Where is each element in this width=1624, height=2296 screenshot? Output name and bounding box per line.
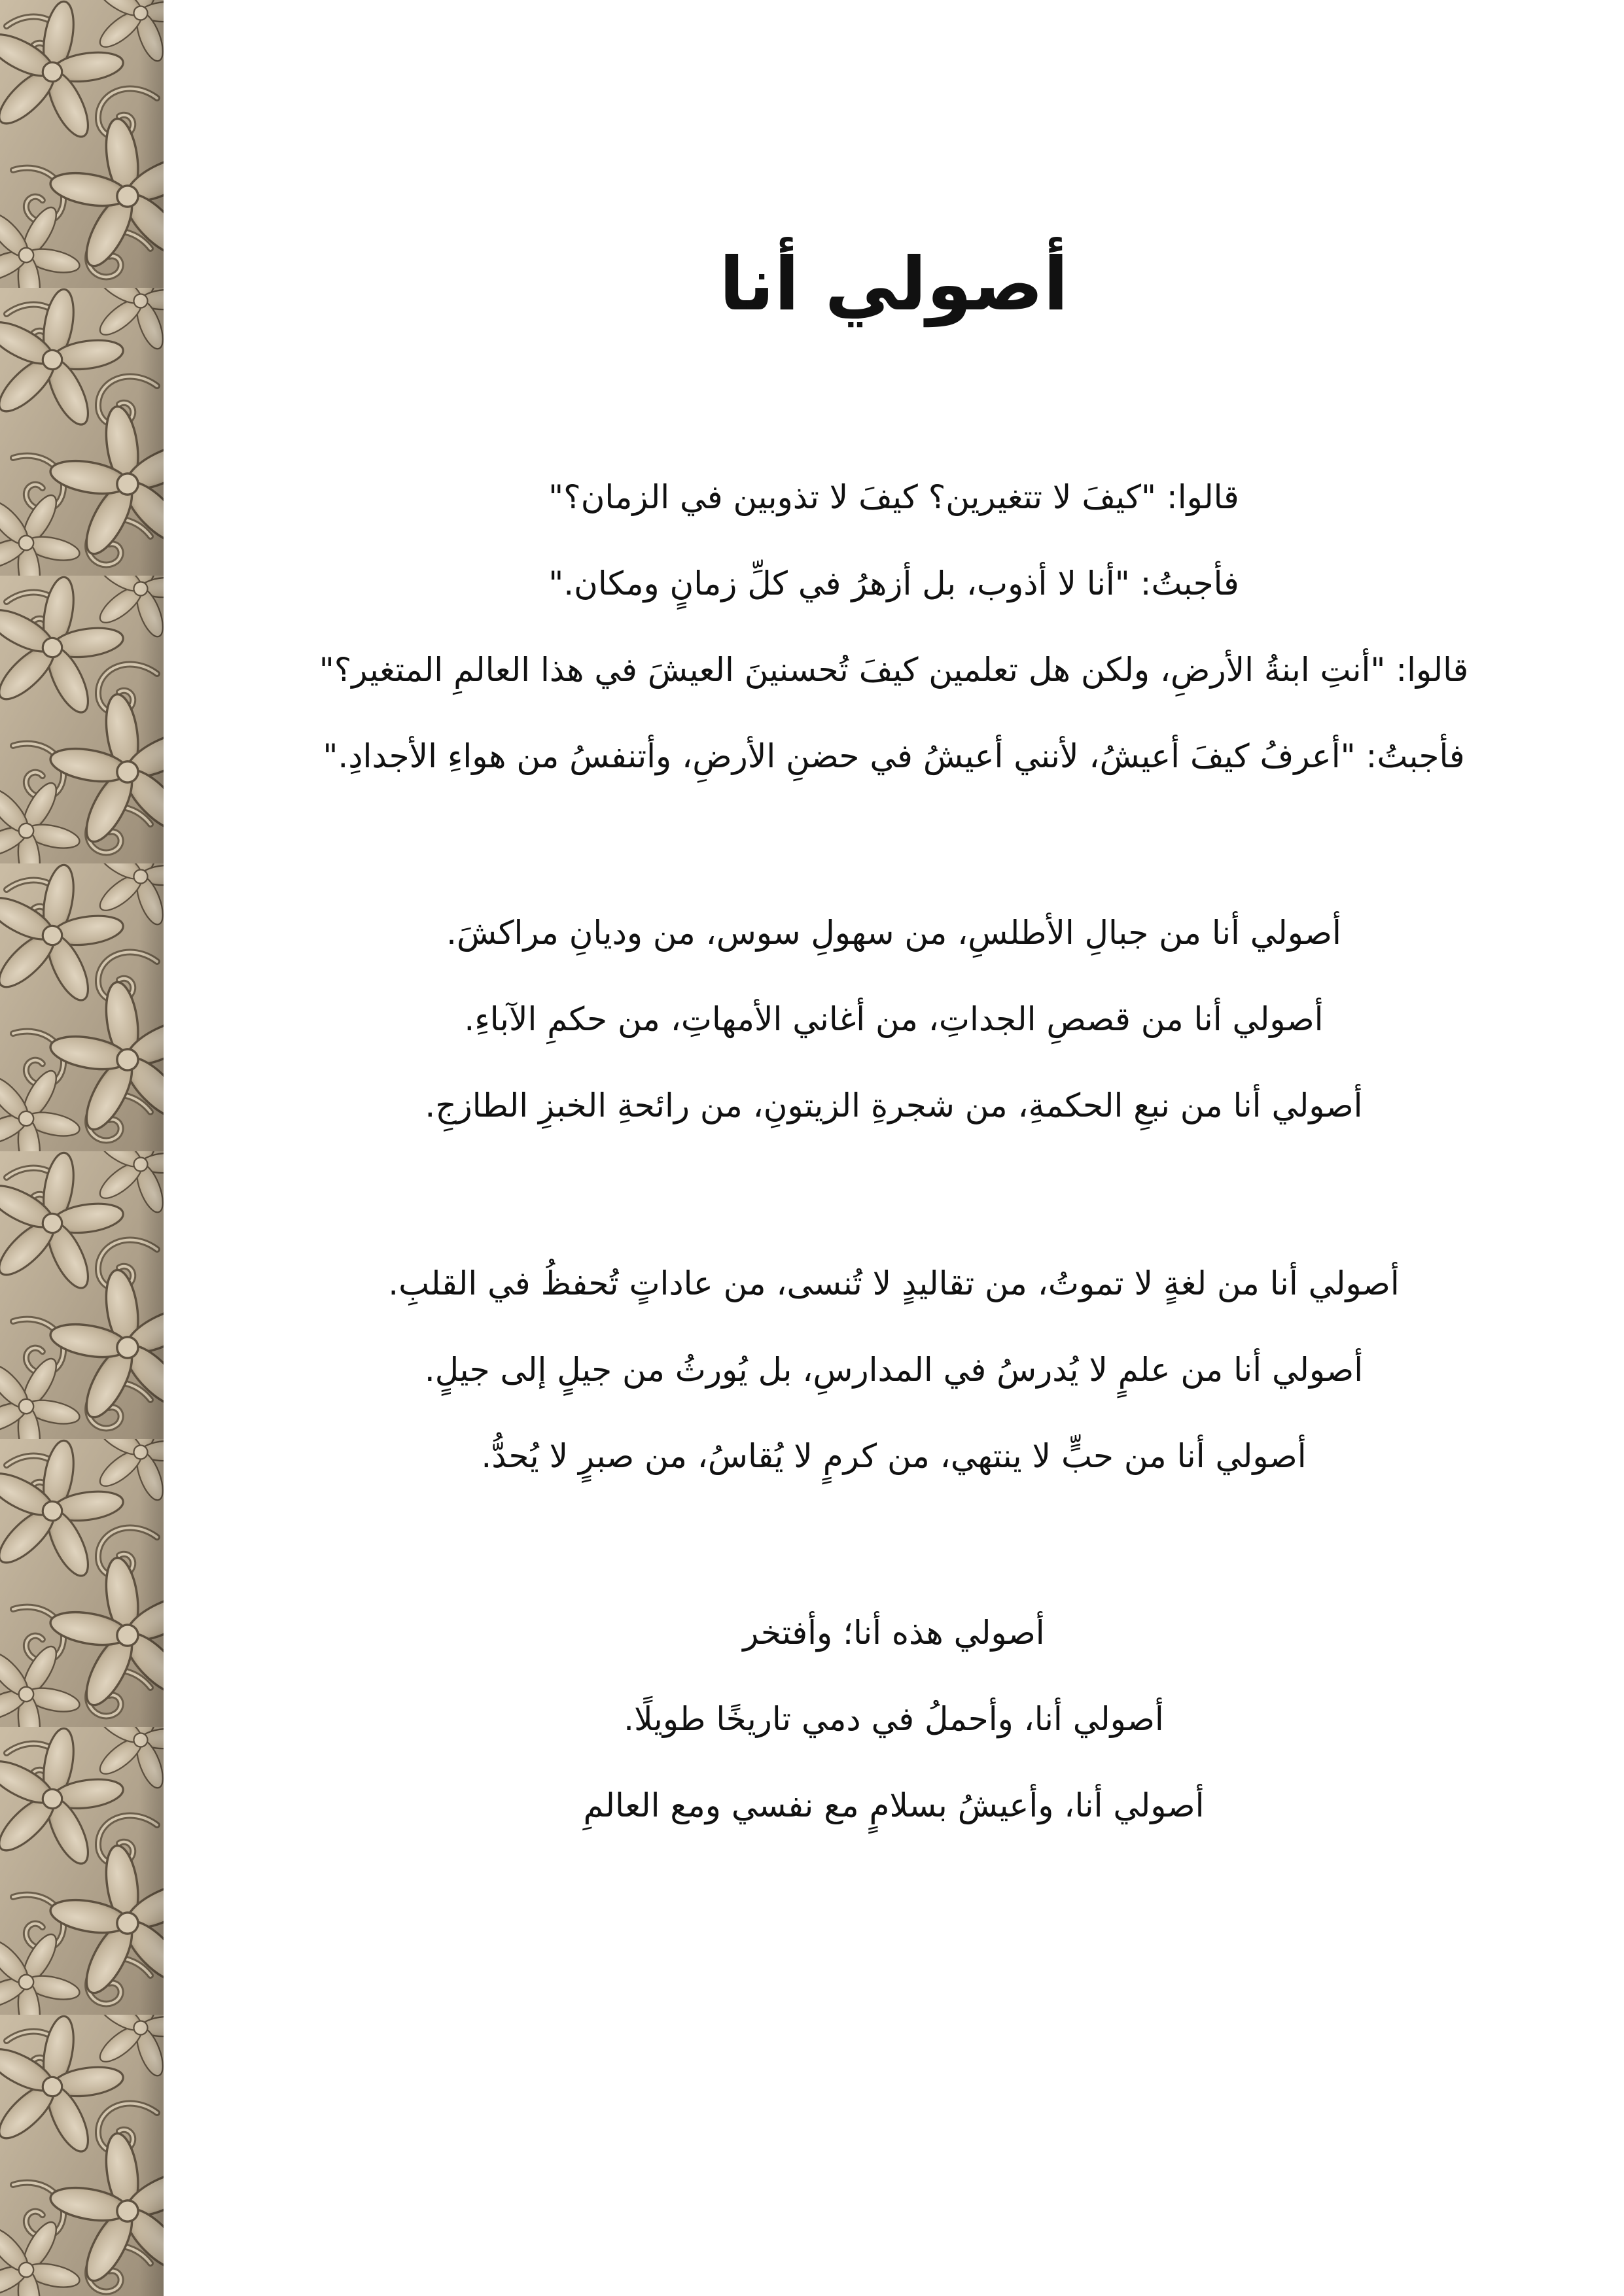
poem-line: أصولي أنا، وأحملُ في دمي تاريخًا طويلًا. <box>624 1700 1164 1738</box>
stone-floral-border <box>0 0 164 2296</box>
poem-title: أصولي أنا <box>719 242 1068 327</box>
poem-line: أصولي أنا من علمٍ لا يُدرسُ في المدارسِ، بل يُورثُ من جيلٍ إلى جيلٍ. <box>424 1351 1364 1389</box>
poem-page <box>164 0 1624 2296</box>
poem-line: أصولي أنا، وأعيشُ بسلامٍ مع نفسي ومع العالمِ <box>583 1786 1205 1824</box>
poem-line: أصولي أنا من حبٍّ لا ينتهي، من كرمٍ لا يُقاسُ، من صبرٍ لا يُحدُّ. <box>481 1437 1307 1475</box>
poem-line: أصولي هذه أنا؛ وأفتخر <box>743 1614 1045 1652</box>
poem-line: قالوا: "أنتِ ابنةُ الأرضِ، ولكن هل تعلمين كيفَ تُحسنينَ العيشَ في هذا العالمِ المتغير؟" <box>319 651 1469 689</box>
poem-line: أصولي أنا من لغةٍ لا تموتُ، من تقاليدٍ لا تُنسى، من عاداتٍ تُحفظُ في القلبِ. <box>388 1264 1400 1302</box>
poem-line: أصولي أنا من جبالِ الأطلسِ، من سهولِ سوس، من وديانِ مراكشَ. <box>446 914 1341 952</box>
poem-line: قالوا: "كيفَ لا تتغيرين؟ كيفَ لا تذوبين في الزمان؟" <box>548 478 1239 516</box>
poem-line: فأجبتُ: "أعرفُ كيفَ أعيشُ، لأنني أعيشُ في حضنِ الأرضِ، وأتنفسُ من هواءِ الأجدادِ." <box>323 737 1465 775</box>
poem-line: فأجبتُ: "أنا لا أذوب، بل أزهرُ في كلِّ زمانٍ ومكان." <box>548 565 1239 602</box>
poem-line: أصولي أنا من قصصِ الجداتِ، من أغاني الأمهاتِ، من حكمِ الآباءِ. <box>464 1000 1324 1038</box>
poem-line: أصولي أنا من نبعِ الحكمةِ، من شجرةِ الزيتونِ، من رائحةِ الخبزِ الطازجِ. <box>425 1087 1363 1124</box>
